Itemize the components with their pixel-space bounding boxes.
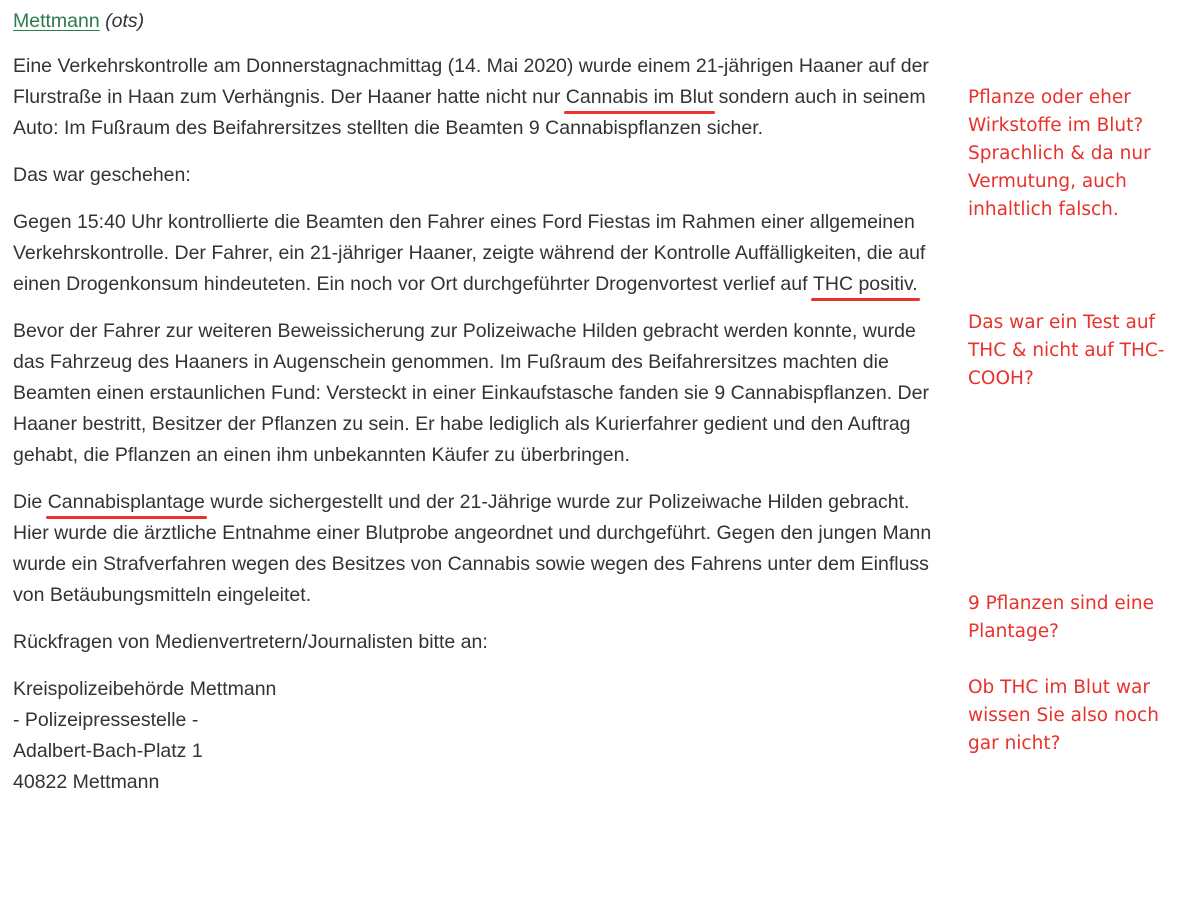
contact-line-department: - Polizeipressestelle - (13, 709, 199, 731)
paragraph-plantage (13, 487, 943, 611)
dateline (13, 6, 943, 37)
paragraph-intro-text-after: sondern auch in seinem Auto: Im Fußraum des Beifahrersitzes stellten die Beamten 9 Cannabispflanzen sicher. (13, 86, 926, 139)
contact-line-street: Adalbert-Bach-Platz 1 (13, 740, 203, 762)
paragraph-plantage-text-after: wurde sichergestellt und der 21-Jährige wurde zur Polizeiwache Hilden gebracht. Hier wurde die ärztliche Entnahme einer Blutprobe angeordnet und durchgeführt. Gegen den jungen Mann wurde ein Strafverfahren wegen des Besitzes von Cannabis sowie wegen des Fahrens unter dem Einfluss von Betäubungsmitteln eingeleitet. (13, 491, 932, 606)
paragraph-intro (13, 51, 943, 144)
underlined-cannabisplantage: Cannabisplantage (47, 491, 205, 513)
paragraph-das-war-geschehen: Das war geschehen: (13, 164, 191, 186)
annotation-note-blut: Pflanze oder eher Wirkstoffe im Blut? Sprachlich & da nur Vermutung, auch inhaltlich falsch. (968, 87, 1151, 220)
underlined-thc-positiv: THC positiv. (812, 273, 918, 295)
paragraph-intro-text-before: Eine Verkehrskontrolle am Donnerstagnachmittag (14. Mai 2020) wurde einem 21-jährigen Haaner auf der Flurstraße in Haan zum Verhängnis. Der Haaner hatte nicht nur (13, 55, 929, 108)
paragraph-kontrolle-text: Gegen 15:40 Uhr kontrollierte die Beamten den Fahrer eines Ford Fiestas im Rahmen einer allgemeinen Verkehrskontrolle. Der Fahrer, ein 21-jähriger Haaner, zeigte während der Kontrolle Auffälligkeiten, die auf einen Drogenkonsum hindeuteten. Ein noch vor Ort durchgeführter Drogenvortest verlief auf (13, 211, 926, 295)
annotation-note-plantage: 9 Pflanzen sind eine Plantage? (968, 593, 1154, 642)
contact-block (13, 674, 943, 798)
press-release-article (13, 6, 943, 798)
dateline-source: (ots) (105, 10, 145, 32)
contact-line-authority: Kreispolizeibehörde Mettmann (13, 678, 277, 700)
annotation-note-blutprobe: Ob THC im Blut war wissen Sie also noch gar nicht? (968, 677, 1159, 754)
contact-line-city: 40822 Mettmann (13, 771, 160, 793)
paragraph-kontrolle (13, 207, 943, 300)
paragraph-rueckfragen: Rückfragen von Medienvertretern/Journalisten bitte an: (13, 631, 488, 653)
paragraph-plantage-text-before: Die (13, 491, 48, 513)
annotation-note-thc-test: Das war ein Test auf THC & nicht auf THC-COOH? (968, 312, 1165, 389)
underlined-cannabis-im-blut: Cannabis im Blut (565, 86, 714, 108)
paragraph-fund: Bevor der Fahrer zur weiteren Beweissicherung zur Polizeiwache Hilden gebracht werden konnte, wurde das Fahrzeug des Haaners in Augenschein genommen. Im Fußraum des Beifahrersitzes machten die Beamten einen erstaunlichen Fund: Versteckt in einer Einkaufstasche fanden sie 9 Cannabispflanzen. Der Haaner bestritt, Besitzer der Pflanzen zu sein. Er habe lediglich als Kurierfahrer gedient und den Auftrag gehabt, die Pflanzen an einen ihm unbekannten Käufer zu überbringen. (13, 320, 929, 466)
dateline-place-link[interactable]: Mettmann (13, 10, 100, 32)
